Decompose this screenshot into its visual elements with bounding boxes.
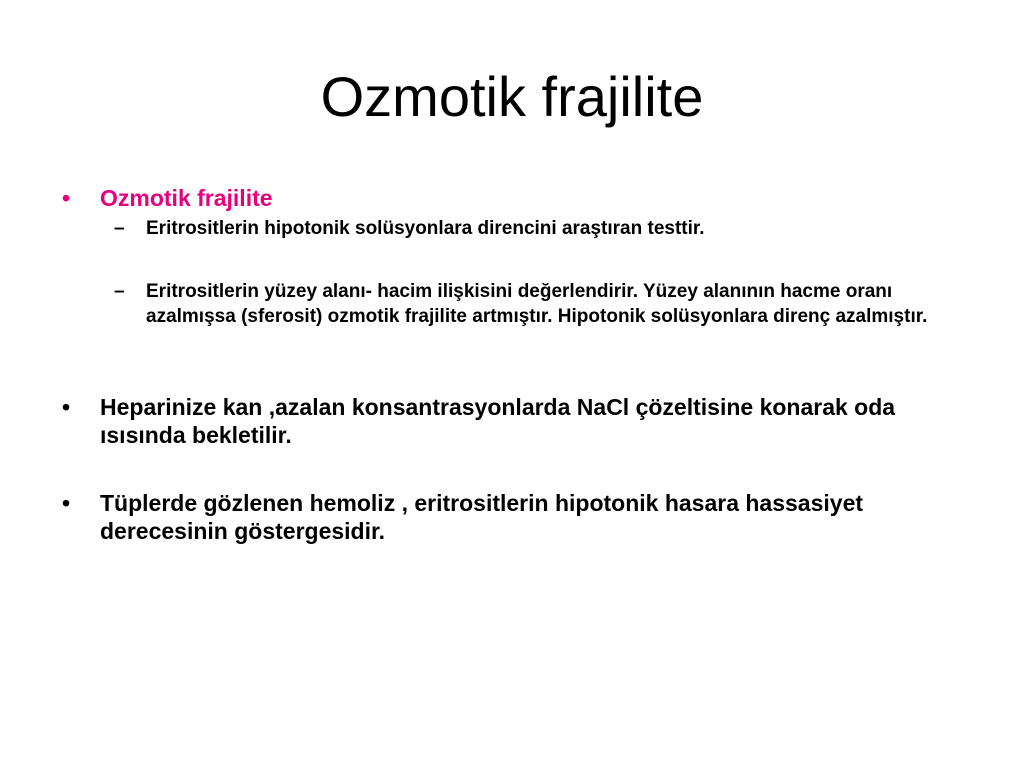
bullet-text: Ozmotik frajilite (100, 185, 273, 211)
bullet-marker: • (62, 394, 71, 420)
bullet-text: Tüplerde gözlenen hemoliz , eritrositlerin hipotonik hasara hassasiyet derecesinin göstergesidir. (100, 490, 864, 544)
dash-marker: – (114, 281, 125, 302)
sub-bullet-text: Eritrositlerin hipotonik solüsyonlara direncini araştıran testtir. (146, 218, 705, 239)
bullet-marker: • (62, 185, 71, 211)
bullet-item (62, 393, 962, 453)
bullet-text: Heparinize kan ,azalan konsantrasyonlarda NaCl çözeltisine konarak oda ısısında bekletilir. (100, 394, 896, 448)
sub-bullet-item (114, 216, 974, 244)
bullet-marker: • (62, 490, 71, 516)
sub-bullet-item (114, 279, 974, 359)
dash-marker: – (114, 218, 125, 239)
bullet-item (62, 489, 962, 549)
slide-title: Ozmotik frajilite (320, 65, 704, 128)
sub-bullet-text: Eritrositlerin yüzey alanı- hacim ilişkisini değerlendirir. Yüzey alanının hacme oranı azalmışsa (sferosit) ozmotik frajilite artmıştır. Hipotonik solüsyonlara direnç azalmıştır. (146, 281, 928, 327)
bullet-item (62, 184, 962, 214)
